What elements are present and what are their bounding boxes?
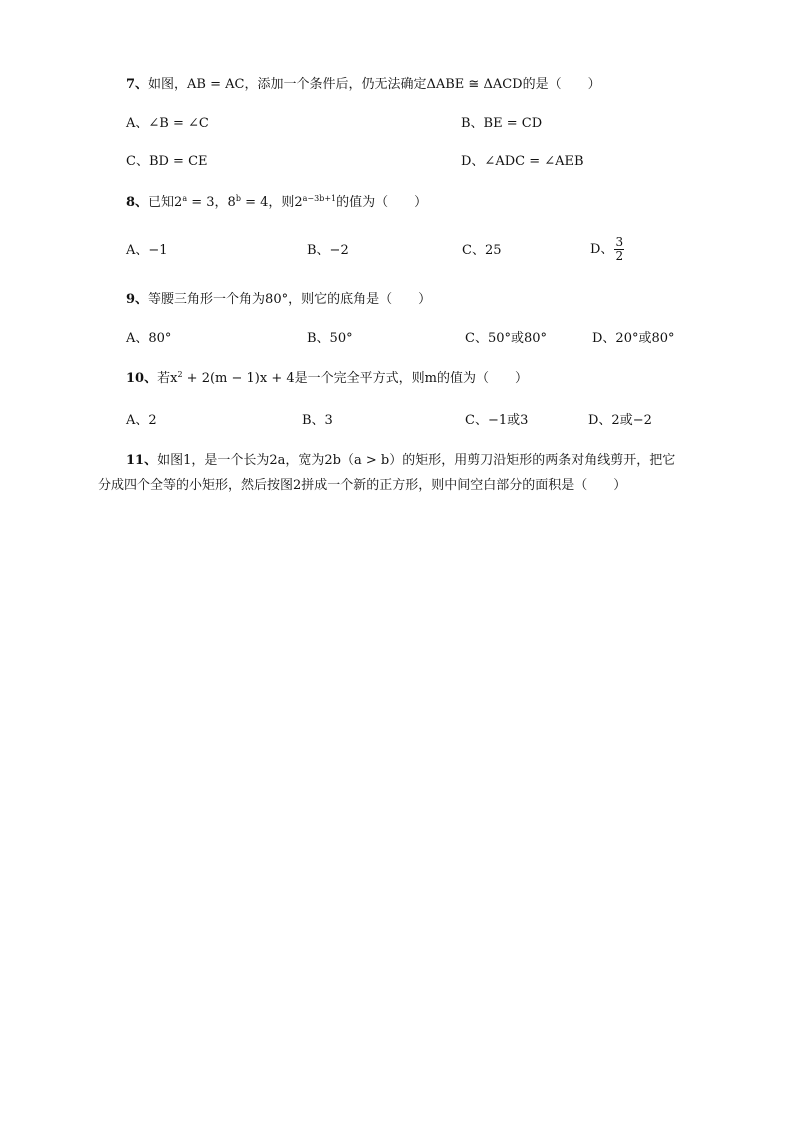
exponent: a	[182, 194, 188, 203]
question-stem-part: + 2(m − 1)x + 4是一个完全平方式，则m的值为（ ）	[182, 371, 528, 386]
exponent: a−3b+1	[302, 194, 337, 203]
question-number: 8、	[126, 195, 149, 210]
question-stem-part: 的值为（ ）	[336, 195, 428, 210]
q7-option-c: C、BD = CE	[126, 154, 208, 169]
exponent: 2	[177, 370, 183, 379]
q9-option-b: B、50°	[307, 331, 353, 346]
q10-option-d: D、2或−2	[588, 413, 652, 428]
q8-option-a: A、−1	[126, 243, 168, 258]
question-number: 10、	[126, 371, 158, 386]
question-11-continuation: 分成四个全等的小矩形，然后按图2拼成一个新的正方形，则中间空白部分的面积是（ ）	[98, 478, 627, 493]
question-stem-part: = 3，8	[187, 195, 236, 210]
option-label: D、	[590, 242, 614, 257]
q8-option-d	[590, 236, 624, 263]
q9-option-c: C、50°或80°	[465, 331, 548, 346]
denominator: 2	[615, 249, 624, 263]
q7-option-a: A、∠B = ∠C	[126, 116, 209, 131]
question-stem: 等腰三角形一个角为80°，则它的底角是（ ）	[148, 292, 432, 307]
question-number: 9、	[126, 292, 149, 307]
q7-option-b: B、BE = CD	[461, 116, 543, 131]
question-11	[126, 452, 675, 470]
question-stem: 如图，AB = AC，添加一个条件后，仍无法确定ΔABE ≅ ΔACD的是（ ）	[148, 77, 601, 92]
question-10	[126, 370, 528, 388]
question-7	[126, 76, 601, 94]
question-9	[126, 291, 431, 309]
q10-option-c: C、−1或3	[465, 413, 529, 428]
question-stem-part: 已知2	[148, 195, 183, 210]
q9-option-d: D、20°或80°	[592, 331, 675, 346]
question-number: 7、	[126, 77, 149, 92]
question-stem-part: 若x	[157, 371, 178, 386]
question-number: 11、	[126, 453, 158, 468]
exponent: b	[235, 194, 241, 203]
q7-option-d: D、∠ADC = ∠AEB	[461, 154, 584, 169]
fraction	[614, 236, 624, 263]
question-stem-line1: 如图1，是一个长为2a，宽为2b（a > b）的矩形，用剪刀沿矩形的两条对角线剪开，把它	[157, 453, 676, 468]
q10-option-b: B、3	[302, 413, 333, 428]
question-8	[126, 194, 427, 212]
question-stem-part: = 4，则2	[240, 195, 303, 210]
q9-option-a: A、80°	[126, 331, 172, 346]
q8-option-b: B、−2	[307, 243, 349, 258]
numerator: 3	[615, 235, 624, 249]
q10-option-a: A、2	[126, 413, 157, 428]
q8-option-c: C、25	[462, 243, 502, 258]
